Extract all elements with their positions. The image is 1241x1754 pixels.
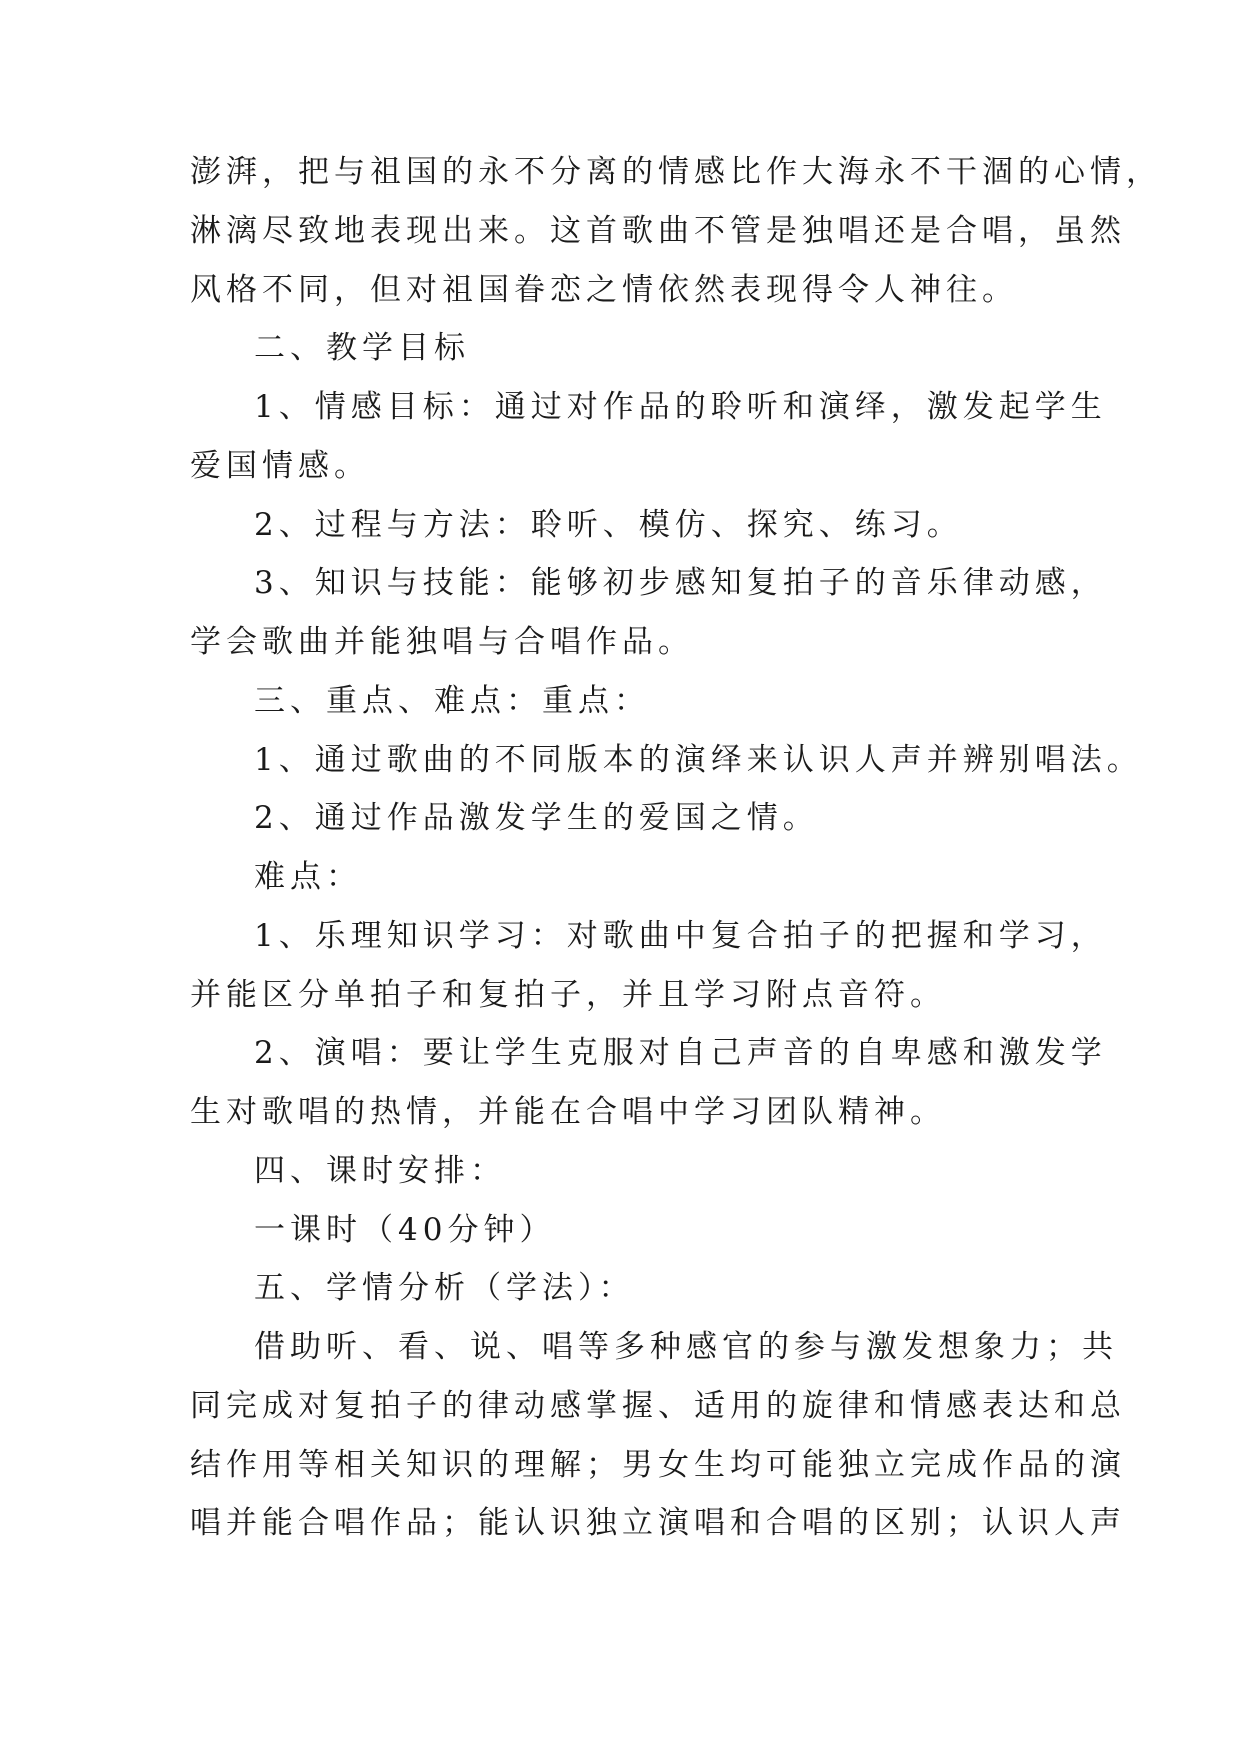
- paragraph-line: 同完成对复拍子的律动感掌握、适用的旋律和情感表达和总: [190, 1388, 1126, 1424]
- paragraph-line: 生对歌唱的热情，并能在合唱中学习团队精神。: [190, 1094, 946, 1130]
- paragraph-line: 澎湃，把与祖国的永不分离的情感比作大海永不干涸的心情，: [190, 154, 1162, 190]
- section-heading: 五、学情分析（学法）：: [254, 1270, 635, 1306]
- paragraph-line: 并能区分单拍子和复拍子，并且学习附点音符。: [190, 977, 946, 1013]
- paragraph-line: 爱国情感。: [190, 448, 370, 484]
- paragraph-line: 2、通过作品激发学生的爱国之情。: [254, 800, 819, 836]
- paragraph-line: 唱并能合唱作品；能认识独立演唱和合唱的区别；认识人声: [190, 1505, 1126, 1541]
- paragraph-line: 一课时（40分钟）: [254, 1212, 556, 1248]
- subsection-heading: 难点：: [254, 859, 362, 895]
- paragraph-line: 1、情感目标：通过对作品的聆听和演绎，激发起学生: [254, 389, 1107, 425]
- paragraph-line: 借助听、看、说、唱等多种感官的参与激发想象力；共: [254, 1329, 1118, 1365]
- paragraph-line: 2、过程与方法：聆听、模仿、探究、练习。: [254, 507, 963, 543]
- paragraph-line: 结作用等相关知识的理解；男女生均可能独立完成作品的演: [190, 1447, 1126, 1483]
- paragraph-line: 学会歌曲并能独唱与合唱作品。: [190, 624, 694, 660]
- paragraph-line: 2、演唱：要让学生克服对自己声音的自卑感和激发学: [254, 1035, 1107, 1071]
- section-heading: 四、课时安排：: [254, 1153, 506, 1189]
- paragraph-line: 淋漓尽致地表现出来。这首歌曲不管是独唱还是合唱，虽然: [190, 213, 1126, 249]
- paragraph-line: 1、乐理知识学习：对歌曲中复合拍子的把握和学习，: [254, 918, 1107, 954]
- paragraph-line: 风格不同，但对祖国眷恋之情依然表现得令人神往。: [190, 272, 1018, 308]
- paragraph-line: 3、知识与技能：能够初步感知复拍子的音乐律动感，: [254, 565, 1107, 601]
- paragraph-line: 1、通过歌曲的不同版本的演绎来认识人声并辨别唱法。: [254, 742, 1143, 778]
- section-heading: 二、教学目标: [254, 330, 470, 366]
- section-heading: 三、重点、难点：重点：: [254, 683, 650, 719]
